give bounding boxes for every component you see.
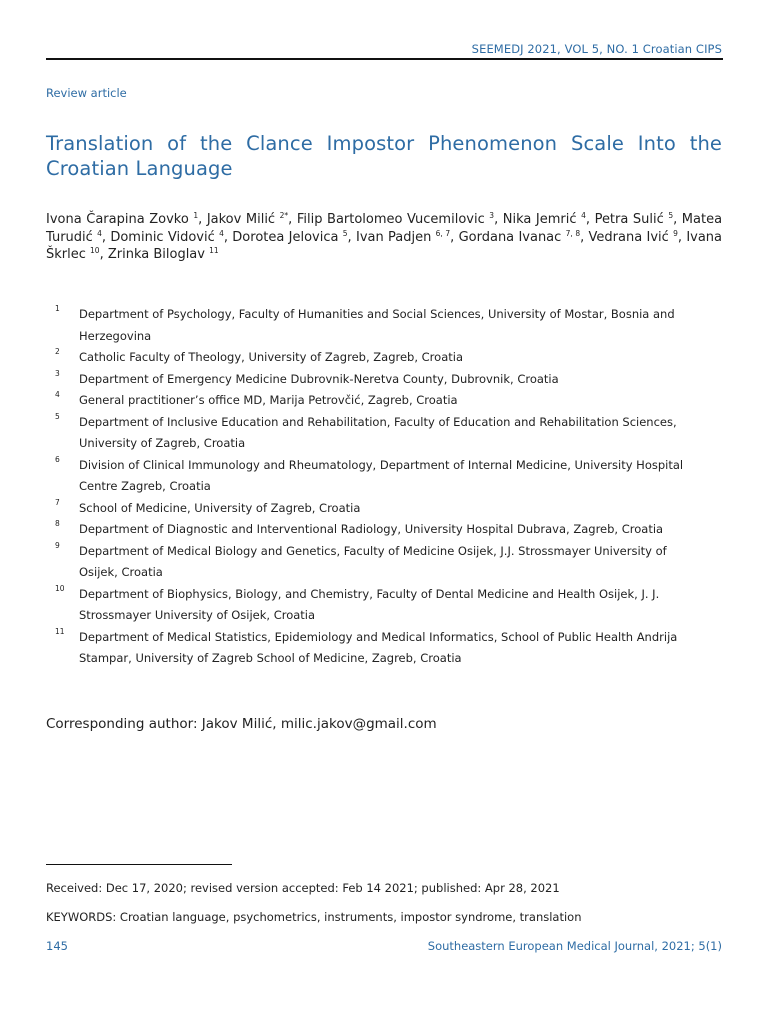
author (207, 212, 297, 227)
author (356, 230, 459, 245)
author (46, 212, 207, 227)
affiliation-item (55, 347, 705, 369)
author-name: Filip Bartolomeo Vucemilovic (296, 212, 485, 227)
footnote-rule (46, 864, 232, 865)
author-name: Nika Jemrić (502, 212, 577, 227)
author-list (46, 211, 722, 264)
author (503, 212, 595, 227)
affiliation-text: Department of Inclusive Education and Rehabilitation, Faculty of Education and Rehabilitation Sciences, University of Zagreb, Croatia (79, 414, 677, 450)
affiliation-number: 5 (55, 411, 60, 421)
author-separator: , (450, 229, 459, 245)
author-separator: , (99, 247, 108, 262)
affiliation-item (55, 369, 705, 391)
author-affiliation-marker: 5 (668, 211, 674, 220)
author-affiliation-marker: 4 (581, 211, 586, 220)
author-name: Dorotea Jelovica (232, 229, 339, 245)
affiliation-list (55, 304, 705, 670)
author-affiliation-marker: 3 (489, 211, 495, 220)
keywords: KEYWORDS: Croatian language, psychometrics, instruments, impostor syndrome, translation (46, 910, 582, 924)
affiliation-number: 1 (55, 304, 60, 313)
author-affiliation-marker: 1 (193, 211, 199, 220)
article-type-label: Review article (46, 86, 127, 100)
affiliation-text: Department of Medical Statistics, Epidemiology and Medical Informatics, School of Public Health Andrija Stampar, University of Zagreb School of Medicine, Zagreb, Croatia (79, 629, 678, 665)
author (232, 230, 356, 245)
author-name: Gordana Ivanac (458, 229, 562, 245)
running-head: SEEMEDJ 2021, VOL 5, NO. 1 Croatian CIPS (471, 42, 722, 56)
author-name: Ivan Padjen (355, 229, 432, 245)
author-name: Dominic Vidović (110, 229, 215, 245)
author-name: Ivana Škrlec (46, 229, 723, 262)
received-dates: Received: Dec 17, 2020; revised version accepted: Feb 14 2021; published: Apr 28, 2021 (46, 881, 560, 895)
affiliation-item (55, 412, 705, 455)
journal-citation: Southeastern European Medical Journal, 2021; 5(1) (427, 939, 722, 953)
author-affiliation-marker: 4 (97, 228, 102, 238)
author-separator: , (223, 229, 233, 245)
affiliation-text: Department of Medical Biology and Genetics, Faculty of Medicine Osijek, J.J. Strossmayer University of Osijek, Croatia (79, 543, 667, 579)
author-separator: , (494, 212, 503, 227)
author-name: Vedrana Ivić (588, 229, 669, 245)
affiliation-text: School of Medicine, University of Zagreb, Croatia (79, 500, 361, 515)
author (459, 230, 589, 245)
affiliation-text: Department of Emergency Medicine Dubrovnik-Neretva County, Dubrovnik, Croatia (79, 371, 559, 386)
page-number: 145 (46, 939, 68, 953)
affiliation-item (55, 498, 705, 520)
author-affiliation-marker: 9 (673, 228, 678, 238)
affiliation-number: 4 (55, 390, 60, 399)
affiliation-item (55, 455, 705, 498)
author-affiliation-marker: 10 (90, 246, 100, 255)
author-separator: , (585, 212, 595, 227)
affiliation-item (55, 541, 705, 584)
affiliation-item (55, 390, 705, 412)
author (108, 247, 219, 262)
affiliation-number: 3 (55, 368, 60, 378)
author-separator: , (580, 229, 589, 245)
author-separator: , (347, 229, 356, 245)
author-affiliation-marker: 11 (209, 246, 219, 255)
affiliation-text: Department of Diagnostic and Interventional Radiology, University Hospital Dubrava, Zagreb, Croatia (79, 522, 664, 536)
author-name: Zrinka Biloglav (107, 247, 205, 262)
author-name: Petra Sulić (594, 212, 664, 227)
author-affiliation-marker: 2* (279, 211, 289, 220)
header-rule (46, 58, 723, 60)
affiliation-number: 11 (55, 626, 65, 636)
author-separator: , (101, 229, 111, 245)
affiliation-text: General practitioner’s office MD, Marija Petrovčić, Zagreb, Croatia (79, 393, 458, 407)
author-name: Ivona Čarapina Zovko (46, 212, 189, 227)
author (589, 230, 687, 245)
author-separator: , (677, 229, 687, 245)
author-separator: , (288, 212, 297, 227)
corresponding-author: Corresponding author: Jakov Milić, milic.jakov@gmail.com (46, 716, 437, 732)
affiliation-text: Division of Clinical Immunology and Rheumatology, Department of Internal Medicine, University Hospital Centre Zagreb, Croatia (79, 457, 684, 493)
affiliation-number: 6 (55, 454, 60, 464)
author-affiliation-marker: 6, 7 (435, 228, 451, 238)
affiliation-number: 8 (55, 519, 60, 528)
affiliation-number: 7 (55, 497, 60, 507)
author-separator: , (673, 212, 682, 227)
author-affiliation-marker: 4 (219, 228, 224, 238)
affiliation-item (55, 627, 705, 670)
author-affiliation-marker: 5 (342, 228, 348, 238)
author-affiliation-marker: 7, 8 (565, 228, 581, 238)
author-name: Jakov Milić (206, 212, 276, 227)
article-title: Translation of the Clance Impostor Phenomenon Scale Into the Croatian Language (46, 132, 722, 180)
affiliation-text: Department of Biophysics, Biology, and Chemistry, Faculty of Dental Medicine and Health Osijek, J. J. Strossmayer University of Osijek, Croatia (79, 586, 660, 622)
author (297, 212, 503, 227)
author (595, 212, 682, 227)
affiliation-number: 2 (55, 347, 60, 356)
affiliation-item (55, 304, 705, 347)
affiliation-number: 9 (55, 540, 60, 550)
affiliation-item (55, 519, 705, 541)
affiliation-number: 10 (55, 583, 65, 593)
author-name: Matea Turudić (46, 212, 723, 245)
author (110, 230, 232, 245)
affiliation-text: Catholic Faculty of Theology, University of Zagreb, Zagreb, Croatia (79, 350, 463, 364)
affiliation-text: Department of Psychology, Faculty of Humanities and Social Sciences, University of Mostar, Bosnia and Herzegovina (79, 307, 675, 343)
author-separator: , (198, 212, 207, 227)
affiliation-item (55, 584, 705, 627)
